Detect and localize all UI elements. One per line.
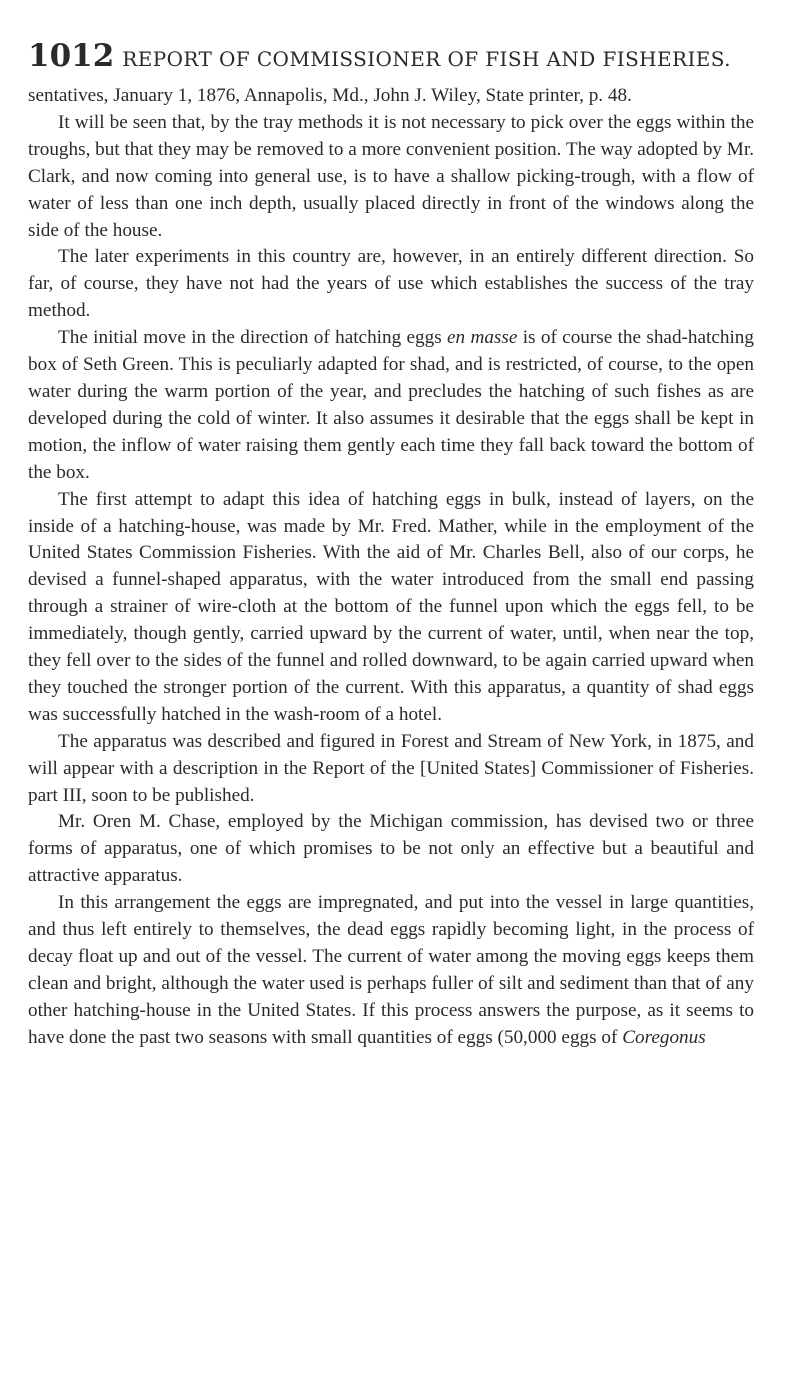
paragraph: Mr. Oren M. Chase, employed by the Michigan commission, has devised two or three forms of apparatus, one of which promises to be not only an effective but a beautiful and attractive apparatus. bbox=[28, 811, 754, 887]
text-run: The initial move in the direction of hatching eggs bbox=[58, 327, 448, 349]
paragraph: The later experiments in this country are, however, in an entirely different direction. So far, of course, they have not had the years of use which establishes the success of the tray method. bbox=[28, 246, 754, 322]
running-header bbox=[28, 38, 754, 78]
running-title: REPORT OF COMMISSIONER OF FISH AND FISHERIES. bbox=[122, 47, 731, 71]
text-run: In this arrangement the eggs are impregnated, and put into the vessel in large quantities, and thus left entirely to themselves, the dead eggs rapidly becoming light, in the process of decay float up and out of the vessel. The current of water among the moving eggs keeps them clean and bright, although the water used is perhaps fuller of silt and sediment than that of any other hatching-house in the United States. If this process answers the purpose, as it seems to have done the past two seasons with small quantities of eggs (50,000 eggs of bbox=[28, 892, 754, 1048]
paragraph: It will be seen that, by the tray methods it is not necessary to pick over the eggs within the troughs, but that they may be removed to a more convenient position. The way adopted by Mr. Clark, and now coming into general use, is to have a shallow picking-trough, with a flow of water of less than one inch depth, usually placed directly in front of the windows along the side of the house. bbox=[28, 111, 754, 241]
body-text bbox=[28, 83, 754, 1052]
paragraph-en-masse bbox=[28, 325, 754, 486]
paragraph: The first attempt to adapt this idea of hatching eggs in bulk, instead of layers, on the inside of a hatching-house, was made by Mr. Fred. Mather, while in the employment of the United States Commission Fisheries. With the aid of Mr. Charles Bell, also of our corps, he devised a funnel-shaped apparatus, with the water introduced from the small end passing through a strainer of wire-cloth at the bottom of the funnel upon which the eggs fell, to be immediately, though gently, carried upward by the current of water, until, when near the top, they fell over to the sides of the funnel and rolled downward, to be again carried upward when they touched the stronger portion of the current. With this apparatus, a quantity of shad eggs was successfully hatched in the wash-room of a hotel. bbox=[28, 488, 754, 725]
italic-term: en masse bbox=[447, 327, 518, 349]
paragraph: The apparatus was described and figured in Forest and Stream of New York, in 1875, and will appear with a description in the Report of the [United States] Commissioner of Fisheries. part III, soon to be published. bbox=[28, 730, 754, 806]
italic-term: Coregonus bbox=[622, 1026, 706, 1048]
page-number: 1012 bbox=[28, 38, 115, 74]
paragraph-continued: sentatives, January 1, 1876, Annapolis, Md., John J. Wiley, State printer, p. 48. bbox=[28, 85, 632, 106]
text-run: is of course the shad-hatching box of Seth Green. This is peculiarly adapted for shad, and is restricted, of course, to the open water during the warm portion of the year, and precludes the hatching of such fishes as are developed during the cold of winter. It also assumes it desirable that the eggs shall be kept in motion, the inflow of water raising them gently each time they fall back toward the bottom of the box. bbox=[28, 327, 754, 483]
paragraph-coregonus bbox=[28, 890, 754, 1051]
